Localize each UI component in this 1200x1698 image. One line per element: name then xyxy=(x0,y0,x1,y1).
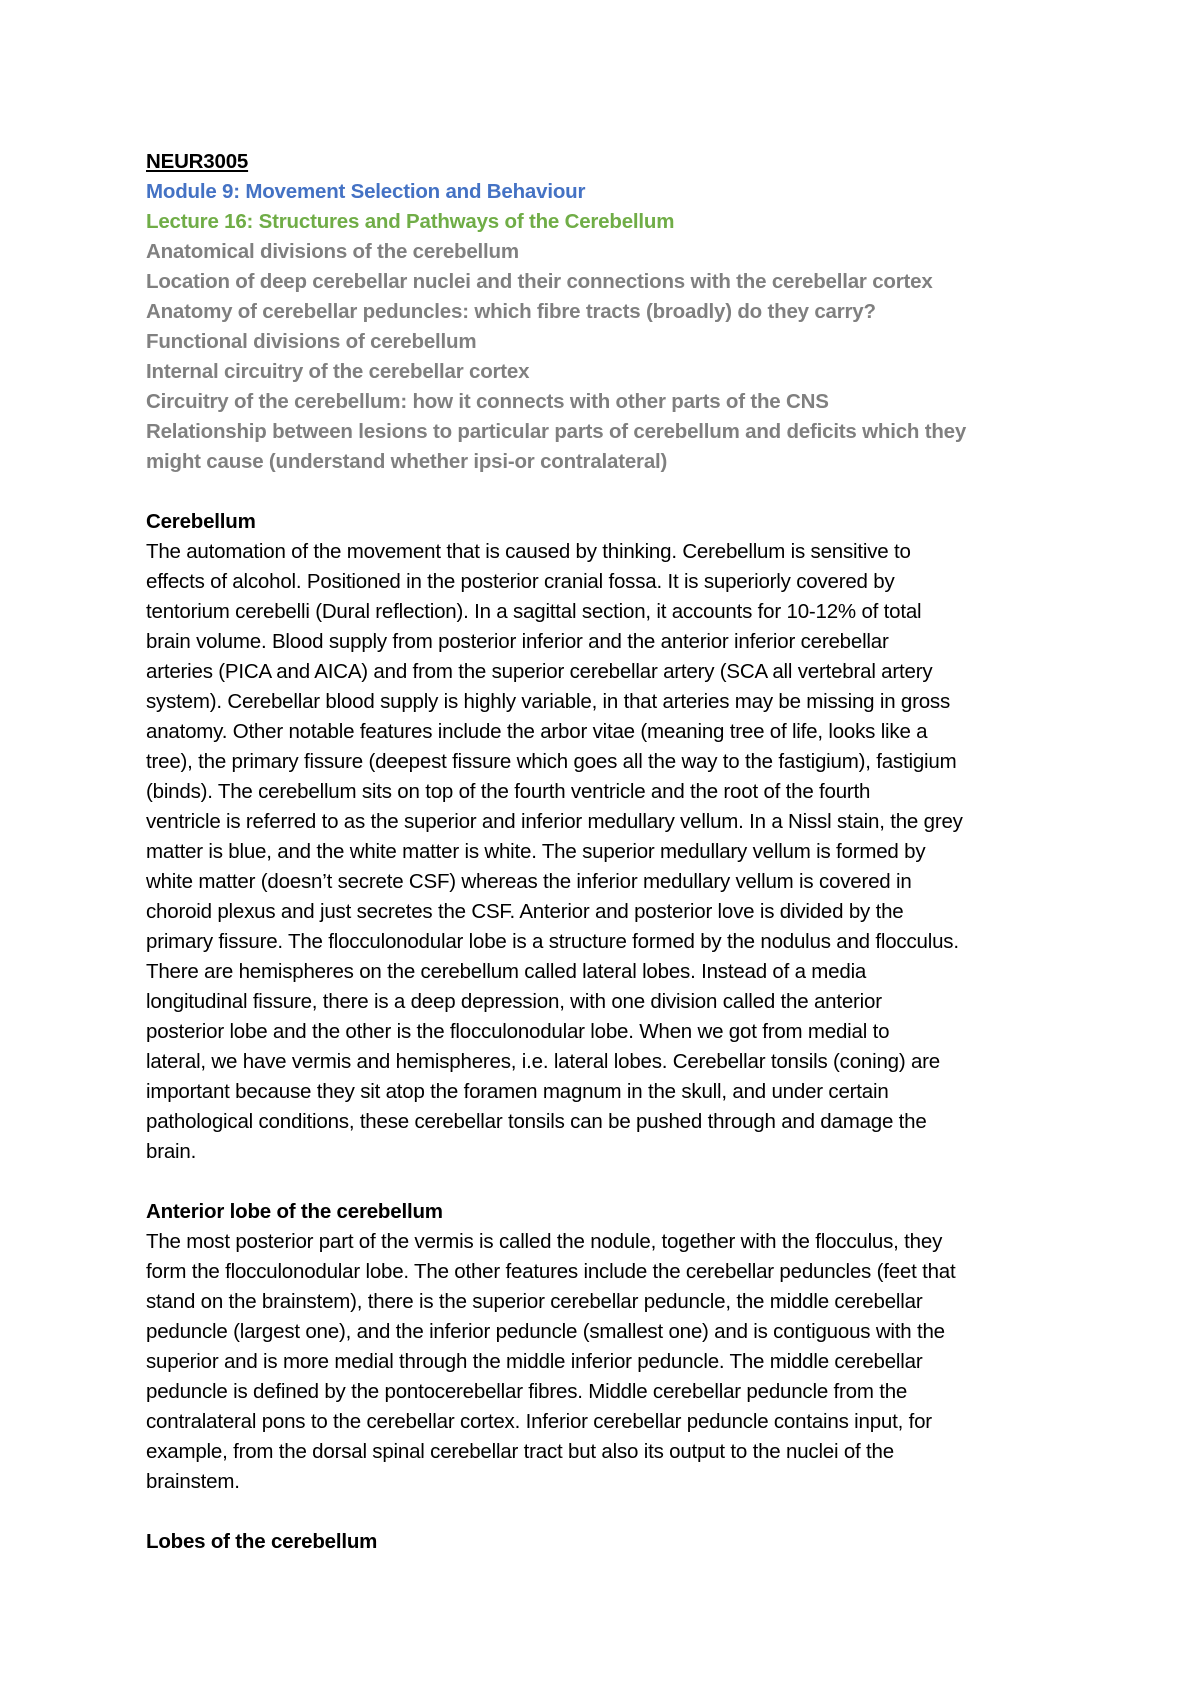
body-line: longitudinal fissure, there is a deep depression, with one division called the anterior xyxy=(146,990,882,1013)
body-line: The automation of the movement that is caused by thinking. Cerebellum is sensitive to xyxy=(146,540,911,563)
body-line: example, from the dorsal spinal cerebellar tract but also its output to the nuclei of the xyxy=(146,1440,894,1463)
section-anterior-lobe xyxy=(146,1197,1076,1497)
body-line: ventricle is referred to as the superior and inferior medullary vellum. In a Nissl stain, the grey xyxy=(146,810,963,833)
body-line: primary fissure. The flocculonodular lobe is a structure formed by the nodulus and flocculus. xyxy=(146,930,959,953)
body-line: choroid plexus and just secretes the CSF. Anterior and posterior love is divided by the xyxy=(146,900,904,923)
learning-objectives xyxy=(146,237,1076,477)
body-line: brain. xyxy=(146,1140,197,1163)
body-line: anatomy. Other notable features include the arbor vitae (meaning tree of life, looks like a xyxy=(146,720,928,743)
body-line: system). Cerebellar blood supply is highly variable, in that arteries may be missing in gross xyxy=(146,690,951,713)
objective-item: Relationship between lesions to particular parts of cerebellum and deficits which they xyxy=(146,420,967,443)
course-code: NEUR3005 xyxy=(146,150,249,173)
module-title: Module 9: Movement Selection and Behaviour xyxy=(146,180,586,203)
section-body xyxy=(146,1227,1076,1497)
body-line: peduncle (largest one), and the inferior peduncle (smallest one) and is contiguous with the xyxy=(146,1320,945,1343)
objective-item: Internal circuitry of the cerebellar cortex xyxy=(146,360,530,383)
section-heading: Lobes of the cerebellum xyxy=(146,1530,378,1553)
objective-item: Circuitry of the cerebellum: how it connects with other parts of the CNS xyxy=(146,390,829,413)
objective-item: Location of deep cerebellar nuclei and their connections with the cerebellar cortex xyxy=(146,270,933,293)
body-line: posterior lobe and the other is the flocculonodular lobe. When we got from medial to xyxy=(146,1020,890,1043)
objective-item: Anatomy of cerebellar peduncles: which fibre tracts (broadly) do they carry? xyxy=(146,300,876,323)
body-line: tree), the primary fissure (deepest fissure which goes all the way to the fastigium), fastigium xyxy=(146,750,957,773)
document-page xyxy=(146,147,1076,1557)
body-line: brainstem. xyxy=(146,1470,240,1493)
body-line: There are hemispheres on the cerebellum called lateral lobes. Instead of a media xyxy=(146,960,867,983)
body-line: important because they sit atop the foramen magnum in the skull, and under certain xyxy=(146,1080,889,1103)
section-heading: Anterior lobe of the cerebellum xyxy=(146,1200,443,1223)
body-line: pathological conditions, these cerebellar tonsils can be pushed through and damage the xyxy=(146,1110,927,1133)
section-heading: Cerebellum xyxy=(146,510,256,533)
body-line: brain volume. Blood supply from posterior inferior and the anterior inferior cerebellar xyxy=(146,630,889,653)
body-line: peduncle is defined by the pontocerebellar fibres. Middle cerebellar peduncle from the xyxy=(146,1380,908,1403)
body-line: superior and is more medial through the middle inferior peduncle. The middle cerebellar xyxy=(146,1350,923,1373)
body-line: lateral, we have vermis and hemispheres, i.e. lateral lobes. Cerebellar tonsils (coning) are xyxy=(146,1050,941,1073)
objective-item: might cause (understand whether ipsi-or contralateral) xyxy=(146,450,668,473)
objective-item: Anatomical divisions of the cerebellum xyxy=(146,240,519,263)
lecture-title: Lecture 16: Structures and Pathways of the Cerebellum xyxy=(146,210,675,233)
body-line: matter is blue, and the white matter is white. The superior medullary vellum is formed by xyxy=(146,840,926,863)
body-line: tentorium cerebelli (Dural reflection). In a sagittal section, it accounts for 10-12% of total xyxy=(146,600,922,623)
body-line: arteries (PICA and AICA) and from the superior cerebellar artery (SCA all vertebral artery xyxy=(146,660,933,683)
body-line: white matter (doesn’t secrete CSF) whereas the inferior medullary vellum is covered in xyxy=(146,870,912,893)
body-line: (binds). The cerebellum sits on top of the fourth ventricle and the root of the fourth xyxy=(146,780,871,803)
body-line: The most posterior part of the vermis is called the nodule, together with the flocculus, they xyxy=(146,1230,943,1253)
objective-item: Functional divisions of cerebellum xyxy=(146,330,477,353)
body-line: effects of alcohol. Positioned in the posterior cranial fossa. It is superiorly covered by xyxy=(146,570,895,593)
section-lobes xyxy=(146,1527,1076,1557)
section-body xyxy=(146,537,1076,1167)
body-line: stand on the brainstem), there is the superior cerebellar peduncle, the middle cerebellar xyxy=(146,1290,923,1313)
body-line: form the flocculonodular lobe. The other features include the cerebellar peduncles (feet that xyxy=(146,1260,956,1283)
section-cerebellum xyxy=(146,507,1076,1167)
body-line: contralateral pons to the cerebellar cortex. Inferior cerebellar peduncle contains input, for xyxy=(146,1410,932,1433)
